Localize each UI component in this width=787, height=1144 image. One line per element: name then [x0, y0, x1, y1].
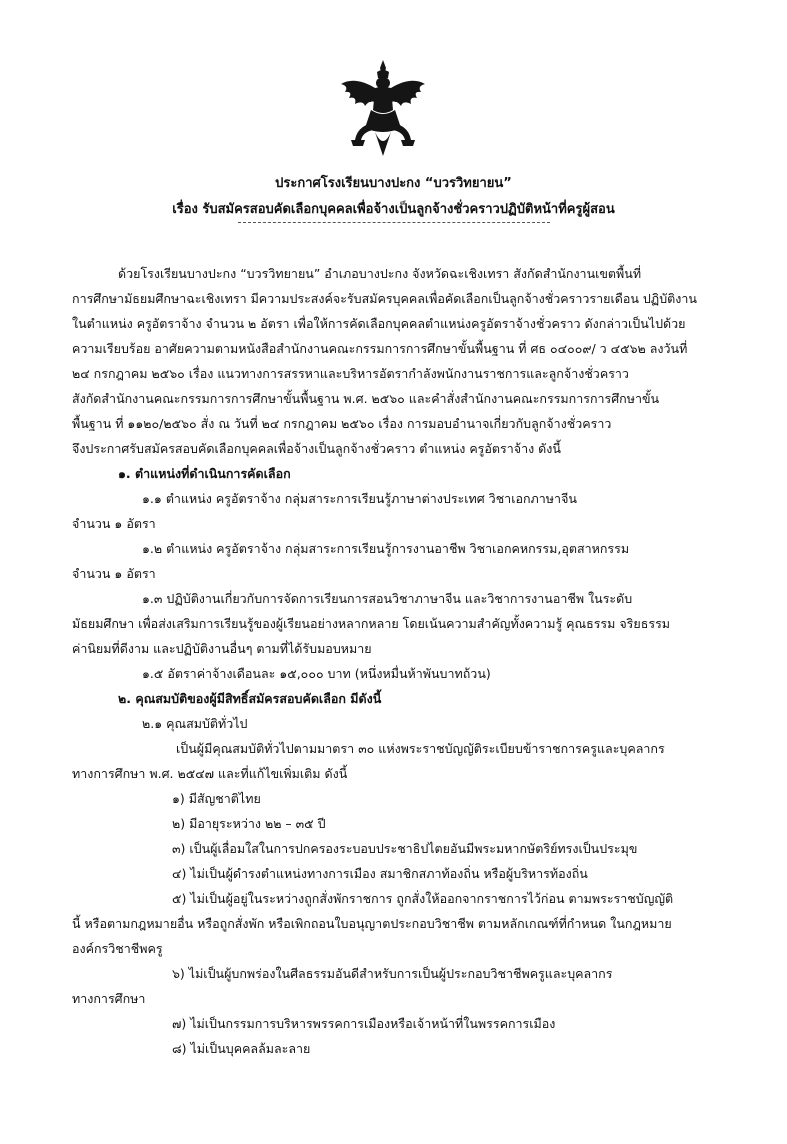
body-line: ๑.๓ ปฏิบัติงานเกี่ยวกับการจัดการเรียนการสอนวิชาภาษาจีน และวิชาการงานอาชีพ ในระดับ: [142, 591, 633, 606]
list-item: ๕) ไม่เป็นผู้อยู่ในระหว่างถูกสั่งพักราชการ ถูกสั่งให้ออกจากราชการไว้ก่อน ตามพระราชบัญญัติ: [172, 891, 674, 906]
list-item: ๗) ไม่เป็นกรรมการบริหารพรรคการเมืองหรือเจ้าหน้าที่ในพรรคการเมือง: [172, 1016, 556, 1031]
body-line: ๒.๑ คุณสมบัติทั่วไป: [142, 716, 248, 731]
body-line: มัธยมศึกษา เพื่อส่งเสริมการเรียนรู้ของผู้เรียนอย่างหลากหลาย โดยเน้นความสำคัญทั้งความรู้ คุณธรรม จริยธรรม: [72, 616, 671, 631]
body-line: จำนวน ๑ อัตรา: [72, 516, 156, 531]
body-line: ค่านิยมที่ดีงาม และปฏิบัติงานอื่นๆ ตามที่ได้รับมอบหมาย: [72, 641, 372, 656]
list-item: ๒) มีอายุระหว่าง ๒๒ – ๓๕ ปี: [172, 816, 326, 831]
body-line: นี้ หรือตามกฎหมายอื่น หรือถูกสั่งพัก หรือเพิกถอนใบอนุญาตประกอบวิชาชีพ ตามหลักเกณฑ์ที่กำหนด ในกฎหมาย: [72, 916, 672, 931]
list-item: ๖) ไม่เป็นผู้บกพร่องในศีลธรรมอันดีสำหรับการเป็นผู้ประกอบวิชาชีพครูและบุคลากร: [172, 966, 613, 981]
body-line: จึงประกาศรับสมัครสอบคัดเลือกบุคคลเพื่อจ้างเป็นลูกจ้างชั่วคราว ตำแหน่ง ครูอัตราจ้าง ดังนี้: [72, 441, 561, 456]
body-line: ด้วยโรงเรียนบางปะกง “บวรวิทยายน” อำเภอบางปะกง จังหวัดฉะเชิงเทรา สังกัดสำนักงานเขตพื้นที่: [118, 266, 642, 281]
body-line: ในตำแหน่ง ครูอัตราจ้าง จำนวน ๒ อัตรา เพื่อให้การคัดเลือกบุคคลตำแหน่งครูอัตราจ้างชั่วคราว ดังกล่าวเป็นไปด้วย: [72, 316, 686, 331]
document-subject: เรื่อง รับสมัครสอบคัดเลือกบุคคลเพื่อจ้างเป็นลูกจ้างชั่วคราวปฏิบัติหน้าที่ครูผู้สอน: [172, 202, 615, 217]
body-line: ๑.๑ ตำแหน่ง ครูอัตราจ้าง กลุ่มสาระการเรียนรู้ภาษาต่างประเทศ วิชาเอกภาษาจีน: [142, 491, 577, 506]
section-heading: ๒. คุณสมบัติของผู้มีสิทธิ์สมัครสอบคัดเลือก มีดังนี้: [118, 691, 382, 706]
list-item: ๘) ไม่เป็นบุคคลล้มละลาย: [172, 1041, 311, 1056]
list-item: ๔) ไม่เป็นผู้ดำรงตำแหน่งทางการเมือง สมาชิกสภาท้องถิ่น หรือผู้บริหารท้องถิ่น: [172, 866, 588, 881]
list-item: ๑) มีสัญชาติไทย: [172, 791, 261, 806]
list-item: ๓) เป็นผู้เลื่อมใสในการปกครองระบอบประชาธิปไตยอันมีพระมหากษัตริย์ทรงเป็นประมุข: [172, 841, 638, 856]
body-line: ๒๔ กรกฎาคม ๒๕๖๐ เรื่อง แนวทางการสรรหาและบริหารอัตรากำลังพนักงานราชการและลูกจ้างชั่วคราว: [72, 366, 629, 381]
body-line: สังกัดสำนักงานคณะกรรมการการศึกษาขั้นพื้นฐาน พ.ศ. ๒๕๖๐ และคำสั่งสำนักงานคณะกรรมการการศึกษาขั้น: [72, 391, 660, 406]
document-title: ประกาศโรงเรียนบางปะกง “บวรวิทยายน”: [275, 176, 512, 191]
section-heading: ๑. ตำแหน่งที่ดำเนินการคัดเลือก: [118, 466, 291, 481]
title-separator: [238, 222, 550, 223]
body-line: การศึกษามัธยมศึกษาฉะเชิงเทรา มีความประสงค์จะรับสมัครบุคคลเพื่อคัดเลือกเป็นลูกจ้างชั่วคราวรายเดือน ปฏิบัติงาน: [72, 291, 697, 306]
garuda-emblem-icon: [335, 58, 431, 160]
body-line: องค์กรวิชาชีพครู: [72, 941, 163, 956]
body-line: จำนวน ๑ อัตรา: [72, 566, 156, 581]
body-line: ทางการศึกษา พ.ศ. ๒๕๔๗ และที่แก้ไขเพิ่มเติม ดังนี้: [72, 766, 348, 781]
body-line: ความเรียบร้อย อาศัยความตามหนังสือสำนักงานคณะกรรมการการศึกษาขั้นพื้นฐาน ที่ ศธ ๐๔๐๐๙/ ว ๔๕๖๒ ลงวันที่: [72, 341, 688, 356]
body-line: พื้นฐาน ที่ ๑๑๒๐/๒๕๖๐ สั่ง ณ วันที่ ๒๔ กรกฎาคม ๒๕๖๐ เรื่อง การมอบอำนาจเกี่ยวกับลูกจ้างชั่วคราว: [72, 416, 612, 431]
body-line: ๑.๕ อัตราค่าจ้างเดือนละ ๑๕,๐๐๐ บาท (หนึ่งหมื่นห้าพันบาทถ้วน): [142, 666, 491, 681]
body-line: ๑.๒ ตำแหน่ง ครูอัตราจ้าง กลุ่มสาระการเรียนรู้การงานอาชีพ วิชาเอกคหกรรม,อุตสาหกรรม: [142, 541, 630, 556]
body-line: เป็นผู้มีคุณสมบัติทั่วไปตามมาตรา ๓๐ แห่งพระราชบัญญัติระเบียบข้าราชการครูและบุคลากร: [176, 741, 665, 756]
body-line: ทางการศึกษา: [72, 991, 146, 1006]
